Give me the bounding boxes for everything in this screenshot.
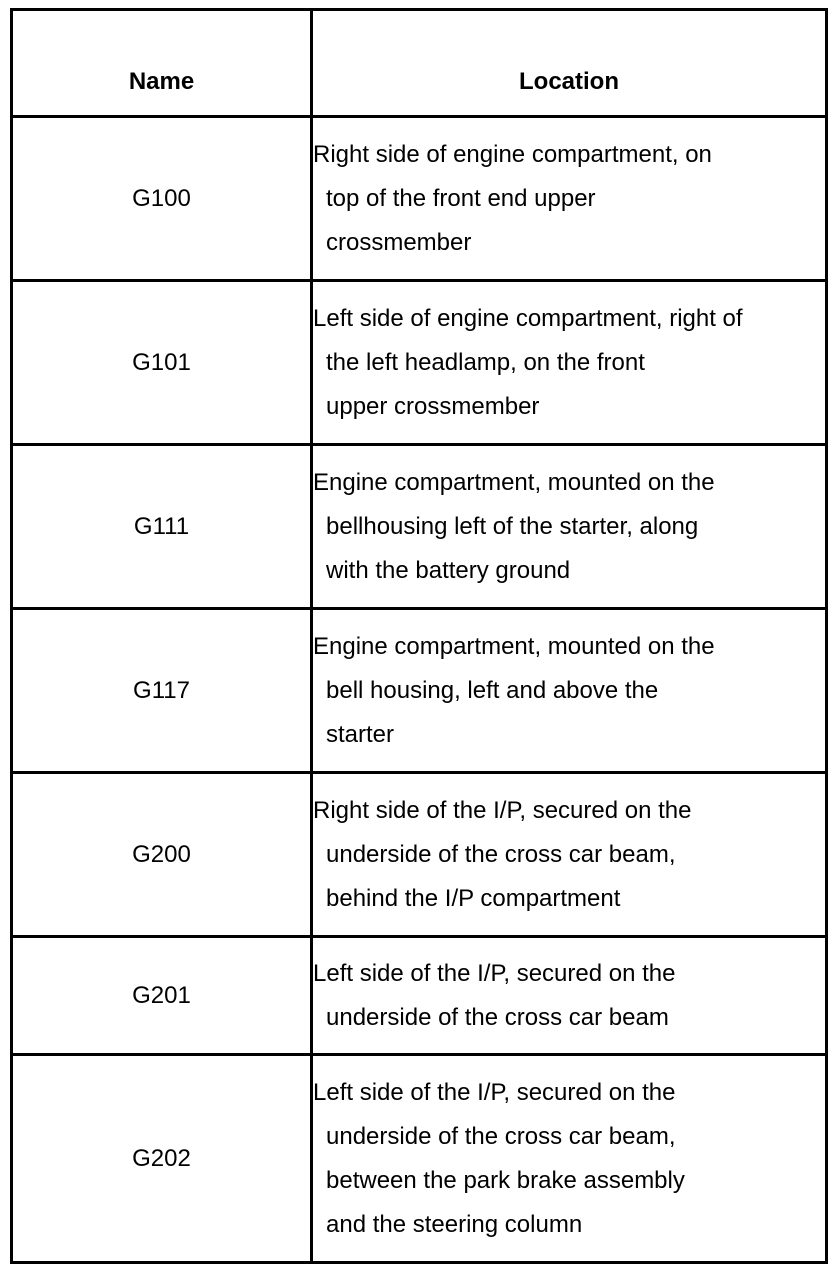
location-line: Left side of engine compartment, right of [313,304,743,332]
table-row [12,117,827,281]
table-row [12,445,827,609]
location-line: Left side of the I/P, secured on the [313,959,676,987]
location-line: underside of the cross car beam, [326,840,676,868]
location-line: bellhousing left of the starter, along [326,512,699,540]
location-line: bell housing, left and above the [326,676,659,704]
location-line: Right side of the I/P, secured on the [313,796,692,824]
ground-location-cell [312,117,827,281]
location-line: top of the front end upper [326,184,596,212]
location-line: underside of the cross car beam, [326,1122,676,1150]
location-line: and the steering column [326,1210,583,1238]
ground-name-cell: G111 [12,445,312,609]
location-line: Engine compartment, mounted on the [313,468,715,496]
table-row [12,773,827,937]
ground-name-cell: G100 [12,117,312,281]
location-line: with the battery ground [326,556,571,584]
table-row [12,281,827,445]
ground-name-cell: G101 [12,281,312,445]
location-line: between the park brake assembly [326,1166,685,1194]
location-line: Left side of the I/P, secured on the [313,1078,676,1106]
ground-location-cell [312,1055,827,1263]
ground-name-cell: G201 [12,937,312,1055]
location-line: behind the I/P compartment [326,884,621,912]
table-header-row [12,10,827,117]
location-line: Right side of engine compartment, on [313,140,712,168]
ground-locations-table [10,8,828,1264]
ground-location-cell [312,773,827,937]
ground-location-cell [312,937,827,1055]
ground-location-cell [312,281,827,445]
location-line: upper crossmember [326,392,540,420]
location-line: crossmember [326,228,472,256]
table-row [12,609,827,773]
ground-location-cell [312,609,827,773]
ground-name-cell: G117 [12,609,312,773]
ground-name-cell: G200 [12,773,312,937]
location-line: starter [326,720,395,748]
table-row [12,1055,827,1263]
location-line: Engine compartment, mounted on the [313,632,715,660]
location-line: underside of the cross car beam [326,1003,669,1031]
ground-location-cell [312,445,827,609]
location-column-header: Location [312,10,827,117]
ground-name-cell: G202 [12,1055,312,1263]
name-column-header: Name [12,10,312,117]
table-row [12,937,827,1055]
location-line: the left headlamp, on the front [326,348,645,376]
